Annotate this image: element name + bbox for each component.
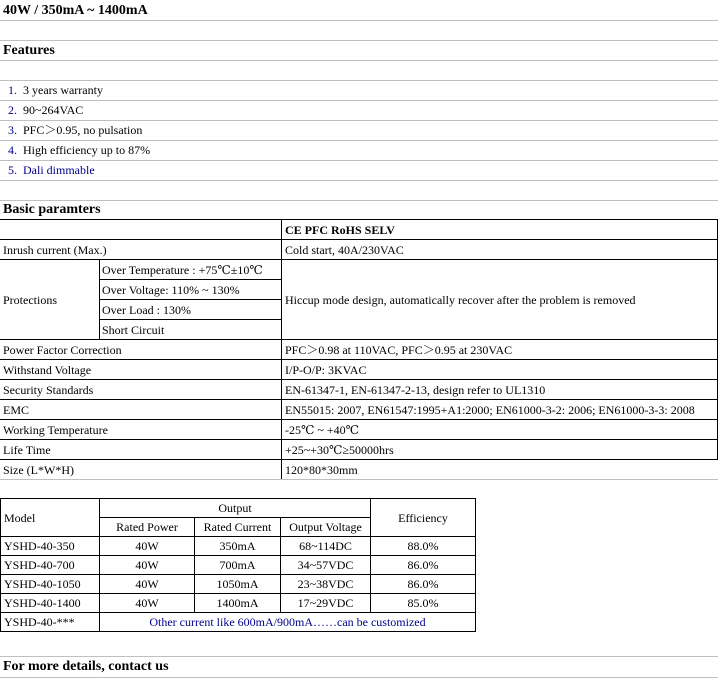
protection-item: Short Circuit [102, 323, 165, 337]
param-value: 120*80*30mm [285, 463, 358, 477]
voltage-cell: 17~29VDC [281, 594, 371, 613]
divider [281, 219, 282, 480]
col-rated-current: Rated Current [195, 518, 281, 537]
power-cell: 40W [100, 594, 195, 613]
efficiency-cell: 86.0% [371, 556, 476, 575]
model-cell: YSHD-40-350 [1, 537, 100, 556]
divider [0, 180, 718, 181]
table-row [1, 575, 476, 594]
table-row [1, 556, 476, 575]
protection-item: Over Voltage: 110% ~ 130% [102, 283, 240, 297]
current-cell: 1400mA [195, 594, 281, 613]
custom-note: Other current like 600mA/900mA……can be customized [100, 613, 476, 632]
col-output: Output [100, 499, 371, 518]
divider [0, 459, 718, 460]
divider [99, 259, 100, 340]
col-rated-power: Rated Power [100, 518, 195, 537]
param-label: Life Time [3, 443, 51, 457]
efficiency-cell: 88.0% [371, 537, 476, 556]
inrush-value: Cold start, 40A/230VAC [285, 243, 404, 257]
voltage-cell: 68~114DC [281, 537, 371, 556]
voltage-cell: 23~38VDC [281, 575, 371, 594]
power-cell: 40W [100, 575, 195, 594]
inrush-label: Inrush current (Max.) [3, 243, 107, 257]
contact-text: For more details, contact us [3, 659, 169, 674]
divider [0, 40, 718, 41]
model-table [0, 498, 476, 632]
divider [0, 160, 718, 161]
feature-item: 3. PFC＞0.95, no pulsation [8, 123, 143, 137]
param-value: +25~+30℃≥50000hrs [285, 443, 394, 457]
model-cell: YSHD-40-1400 [1, 594, 100, 613]
col-model: Model [1, 499, 100, 537]
param-label: Withstand Voltage [3, 363, 92, 377]
feature-item: 4. High efficiency up to 87% [8, 143, 151, 157]
param-label: Security Standards [3, 383, 94, 397]
power-cell: 40W [100, 556, 195, 575]
param-label: Size (L*W*H) [3, 463, 74, 477]
current-cell: 700mA [195, 556, 281, 575]
model-cell: YSHD-40-*** [1, 613, 100, 632]
divider [0, 20, 718, 21]
param-value: EN55015: 2007, EN61547:1995+A1:2000; EN61000-3-2: 2006; EN61000-3-3: 2008 [285, 403, 695, 417]
param-value: PFC＞0.98 at 110VAC, PFC＞0.95 at 230VAC [285, 343, 513, 357]
protections-label: Protections [3, 293, 57, 307]
table-row [1, 613, 476, 632]
param-label: EMC [3, 403, 30, 417]
divider [0, 60, 718, 61]
model-cell: YSHD-40-1050 [1, 575, 100, 594]
model-cell: YSHD-40-700 [1, 556, 100, 575]
divider [0, 479, 718, 480]
page-title: 40W / 350mA ~ 1400mA [3, 3, 148, 18]
protections-value: Hiccup mode design, automatically recover after the problem is removed [285, 293, 636, 307]
param-label: Working Temperature [3, 423, 108, 437]
protection-item: Over Temperature : +75℃±10℃ [102, 263, 263, 277]
efficiency-cell: 86.0% [371, 575, 476, 594]
certifications: CE PFC RoHS SELV [285, 223, 395, 237]
current-cell: 350mA [195, 537, 281, 556]
feature-item: 5. Dali dimmable [8, 163, 95, 177]
param-label: Power Factor Correction [3, 343, 122, 357]
param-value: -25℃ ~ +40℃ [285, 423, 360, 437]
voltage-cell: 34~57VDC [281, 556, 371, 575]
table-row [1, 537, 476, 556]
feature-item: 1. 3 years warranty [8, 83, 103, 97]
col-output-voltage: Output Voltage [281, 518, 371, 537]
current-cell: 1050mA [195, 575, 281, 594]
features-heading: Features [3, 43, 55, 58]
param-value: EN-61347-1, EN-61347-2-13, design refer to UL1310 [285, 383, 546, 397]
table-row [1, 594, 476, 613]
col-efficiency: Efficiency [371, 499, 476, 537]
divider [0, 100, 718, 101]
power-cell: 40W [100, 537, 195, 556]
param-value: I/P-O/P: 3KVAC [285, 363, 367, 377]
divider [0, 80, 718, 81]
divider [0, 200, 718, 201]
efficiency-cell: 85.0% [371, 594, 476, 613]
params-heading: Basic paramters [3, 202, 101, 217]
feature-item: 2. 90~264VAC [8, 103, 84, 117]
protection-item: Over Load : 130% [102, 303, 191, 317]
